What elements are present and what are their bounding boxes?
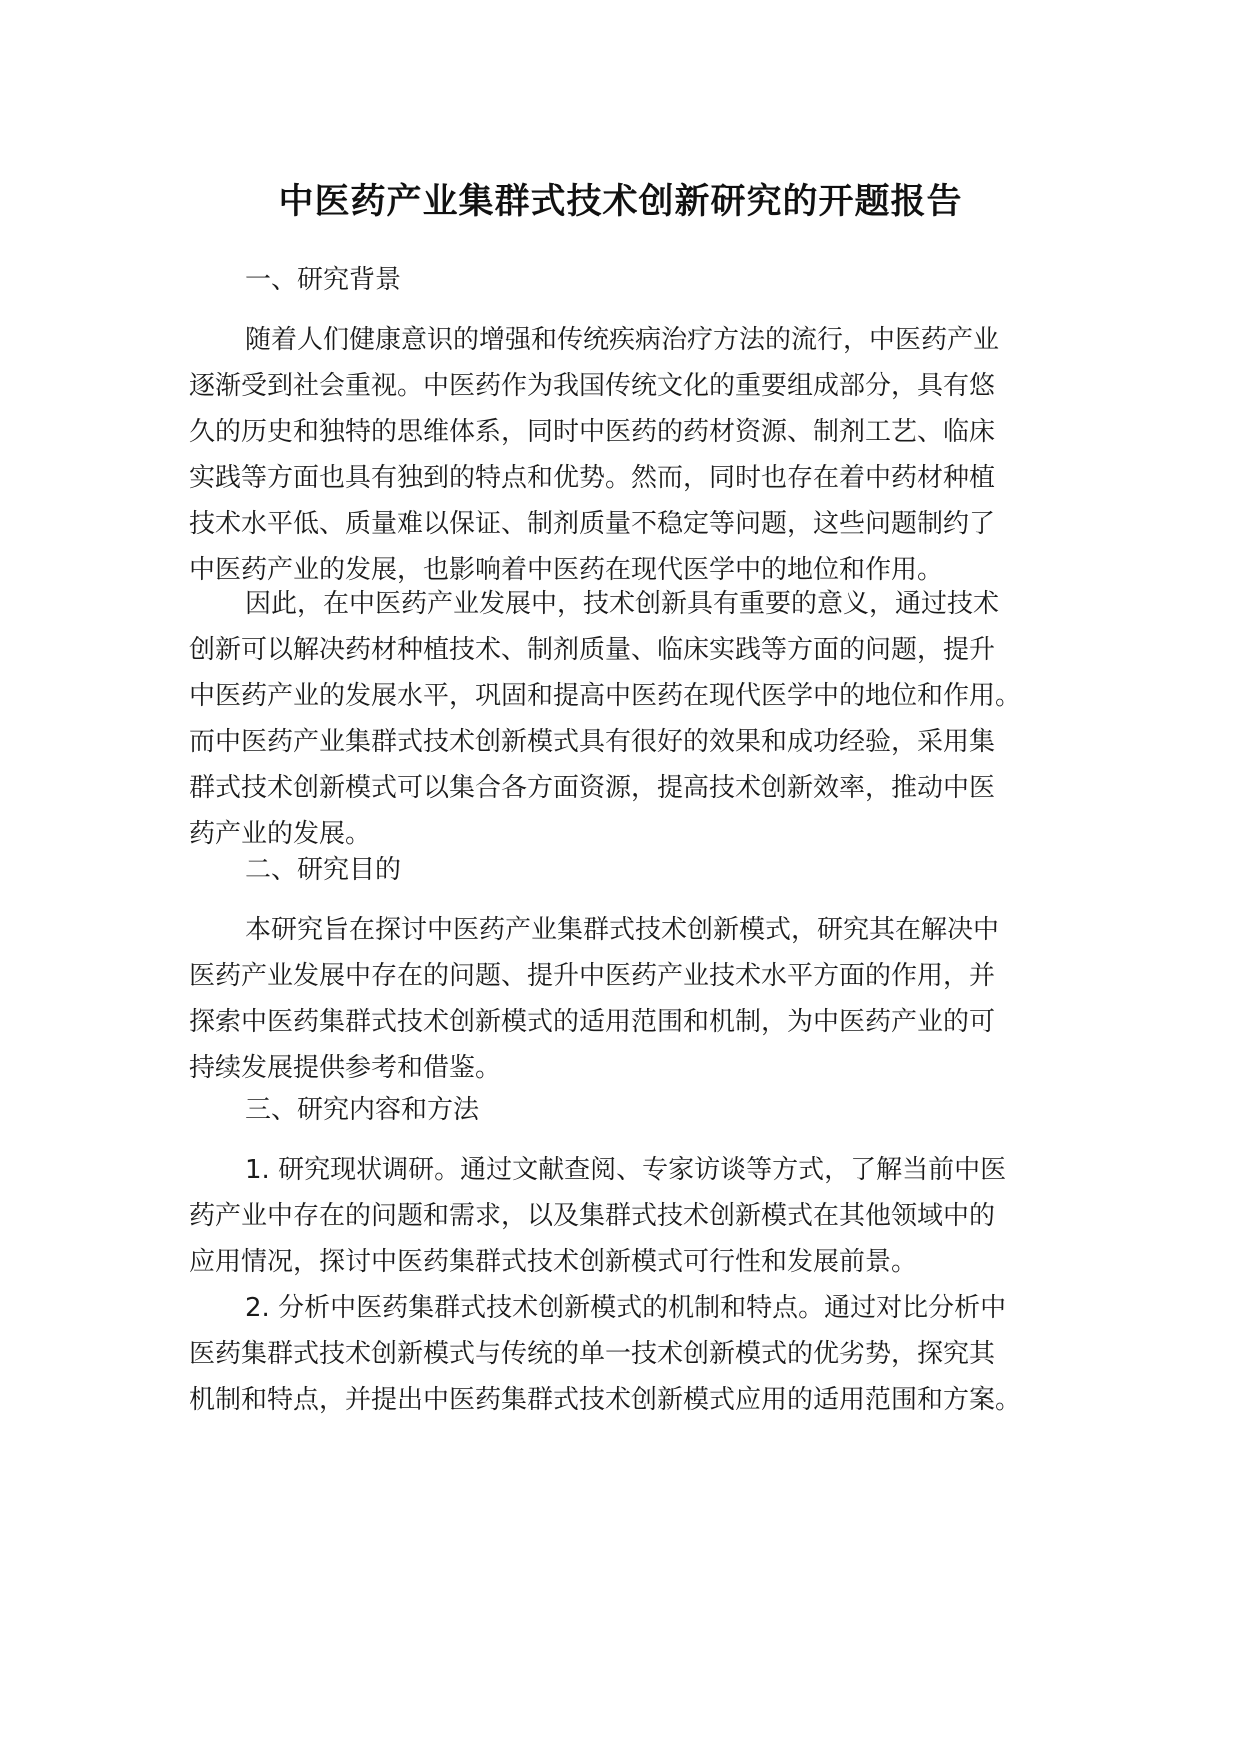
- paragraph-line: 持续发展提供参考和借鉴。: [189, 1053, 502, 1083]
- paragraph-line: 技术水平低、质量难以保证、制剂质量不稳定等问题，这些问题制约了: [189, 509, 996, 539]
- paragraph-line: 中医药产业的发展，也影响着中医药在现代医学中的地位和作用。: [189, 555, 944, 585]
- paragraph-line: 逐渐受到社会重视。中医药作为我国传统文化的重要组成部分，具有悠: [189, 371, 996, 401]
- paragraph-line: 机制和特点，并提出中医药集群式技术创新模式应用的适用范围和方案。: [189, 1385, 1022, 1415]
- paragraph-line: 随着人们健康意识的增强和传统疾病治疗方法的流行，中医药产业: [245, 325, 1000, 355]
- paragraph-line: 群式技术创新模式可以集合各方面资源，提高技术创新效率，推动中医: [189, 773, 996, 803]
- paragraph-line: 应用情况，探讨中医药集群式技术创新模式可行性和发展前景。: [189, 1247, 918, 1277]
- paragraph-line: 本研究旨在探讨中医药产业集群式技术创新模式，研究其在解决中: [245, 915, 1000, 945]
- section-heading-purpose: [189, 847, 1069, 893]
- section-heading: 二、研究目的: [245, 855, 402, 885]
- section-heading-background: [189, 257, 1069, 303]
- paragraph-line: 实践等方面也具有独到的特点和优势。然而，同时也存在着中药材种植: [189, 463, 996, 493]
- paragraph-background-2: [189, 581, 1069, 857]
- paragraph-line: 探索中医药集群式技术创新模式的适用范围和机制，为中医药产业的可: [189, 1007, 996, 1037]
- paragraph-line: 中医药产业的发展水平，巩固和提高中医药在现代医学中的地位和作用。: [189, 681, 1022, 711]
- paragraph-line: 创新可以解决药材种植技术、制剂质量、临床实践等方面的问题，提升: [189, 635, 996, 665]
- paragraph-methods-1: [189, 1147, 1069, 1285]
- section-heading: 三、研究内容和方法: [245, 1095, 480, 1125]
- paragraph-background-1: [189, 317, 1069, 593]
- paragraph-methods-2: [189, 1285, 1069, 1423]
- paragraph-line: 因此，在中医药产业发展中，技术创新具有重要的意义，通过技术: [245, 589, 1000, 619]
- paragraph-line: 医药产业发展中存在的问题、提升中医药产业技术水平方面的作用，并: [189, 961, 996, 991]
- paragraph-purpose: [189, 907, 1069, 1091]
- document-title: 中医药产业集群式技术创新研究的开题报告: [278, 182, 963, 222]
- section-heading-methods: [189, 1087, 1069, 1133]
- paragraph-line: 久的历史和独特的思维体系，同时中医药的药材资源、制剂工艺、临床: [189, 417, 996, 447]
- paragraph-line: 药产业的发展。: [189, 819, 372, 849]
- paragraph-line: 2. 分析中医药集群式技术创新模式的机制和特点。通过对比分析中: [245, 1293, 1007, 1323]
- paragraph-line: 1. 研究现状调研。通过文献查阅、专家访谈等方式，了解当前中医: [245, 1155, 1007, 1185]
- paragraph-line: 医药集群式技术创新模式与传统的单一技术创新模式的优劣势，探究其: [189, 1339, 996, 1369]
- section-heading: 一、研究背景: [245, 265, 402, 295]
- paragraph-line: 而中医药产业集群式技术创新模式具有很好的效果和成功经验，采用集: [189, 727, 996, 757]
- paragraph-line: 药产业中存在的问题和需求，以及集群式技术创新模式在其他领域中的: [189, 1201, 996, 1231]
